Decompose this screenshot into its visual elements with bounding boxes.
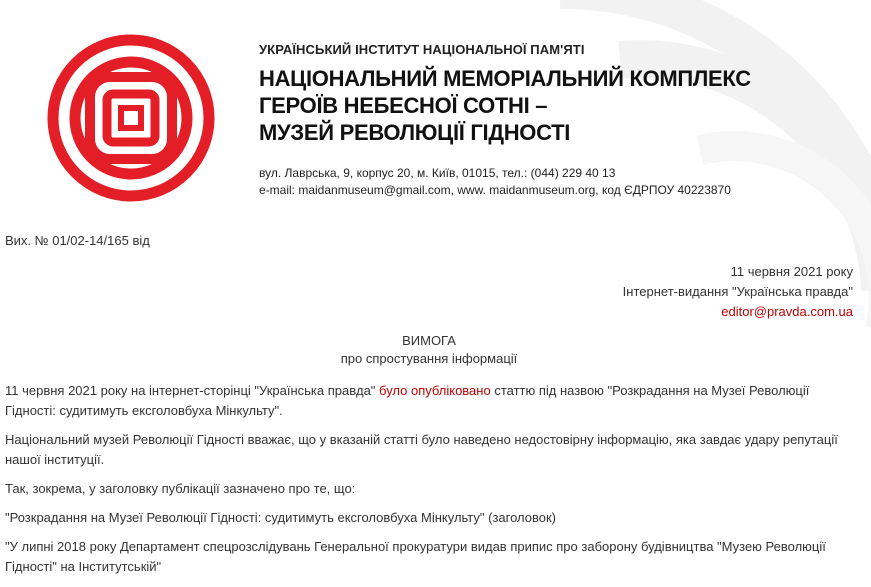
logo-rings xyxy=(53,40,209,196)
recipient-block xyxy=(623,262,853,322)
heading-subtitle: про спростування інформації xyxy=(340,351,518,366)
paragraph-text: статтю під назвою "Розкрадання на Музеї Революції Гідності: судитимуть ексголовбуха Мінкульту". xyxy=(5,383,810,418)
contact-block xyxy=(259,165,751,199)
heading-title: ВИМОГА xyxy=(402,333,456,348)
institute-name: УКРАЇНСЬКИЙ ІНСТИТУТ НАЦІОНАЛЬНОЇ ПАМ'ЯТІ xyxy=(259,42,585,57)
museum-title-line: МУЗЕЙ РЕВОЛЮЦІЇ ГІДНОСТІ xyxy=(259,120,571,145)
paragraph xyxy=(5,381,855,421)
contacts-line: e-mail: maidanmuseum@gmail.com, www. maidanmuseum.org, код ЄДРПОУ 40223870 xyxy=(259,183,731,197)
document-heading xyxy=(0,332,858,368)
paragraph: "Розкрадання на Музеї Революції Гідності: судитимуть ексголовбуха Мінкульту" (заголовок) xyxy=(5,510,557,525)
museum-logo xyxy=(46,33,216,203)
museum-title xyxy=(259,65,751,146)
address-line: вул. Лаврська, 9, корпус 20, м. Київ, 01015, тел.: (044) 229 40 13 xyxy=(259,166,616,180)
museum-title-line: ГЕРОЇВ НЕБЕСНОЇ СОТНІ – xyxy=(259,93,548,118)
published-link[interactable]: було опубліковано xyxy=(379,383,491,398)
letterhead xyxy=(259,42,751,199)
outgoing-number: Вих. № 01/02-14/165 від xyxy=(5,233,150,248)
paragraph: Національний музей Революції Гідності вважає, що у вказаній статті було наведено недостовірну інформацію, яка завдає удару репутації нашої інституції. xyxy=(5,432,838,467)
recipient-email-link[interactable]: editor@pravda.com.ua xyxy=(721,304,853,319)
paragraph-text: 11 червня 2021 року на інтернет-сторінці "Українська правда" xyxy=(5,383,380,398)
letter-body xyxy=(5,381,855,586)
letter-date: 11 червня 2021 року xyxy=(730,264,853,279)
recipient-name: Інтернет-видання "Українська правда" xyxy=(622,284,853,299)
paragraph: Так, зокрема, у заголовку публікації зазначено про те, що: xyxy=(5,481,356,496)
paragraph: "У липні 2018 року Департамент спецрозслідувань Генеральної прокуратури видав припис про заборону будівництва "Музею Революції Гідності" на Інститутській" xyxy=(5,539,826,574)
museum-title-line: НАЦІОНАЛЬНИЙ МЕМОРІАЛЬНИЙ КОМПЛЕКС xyxy=(259,66,751,91)
